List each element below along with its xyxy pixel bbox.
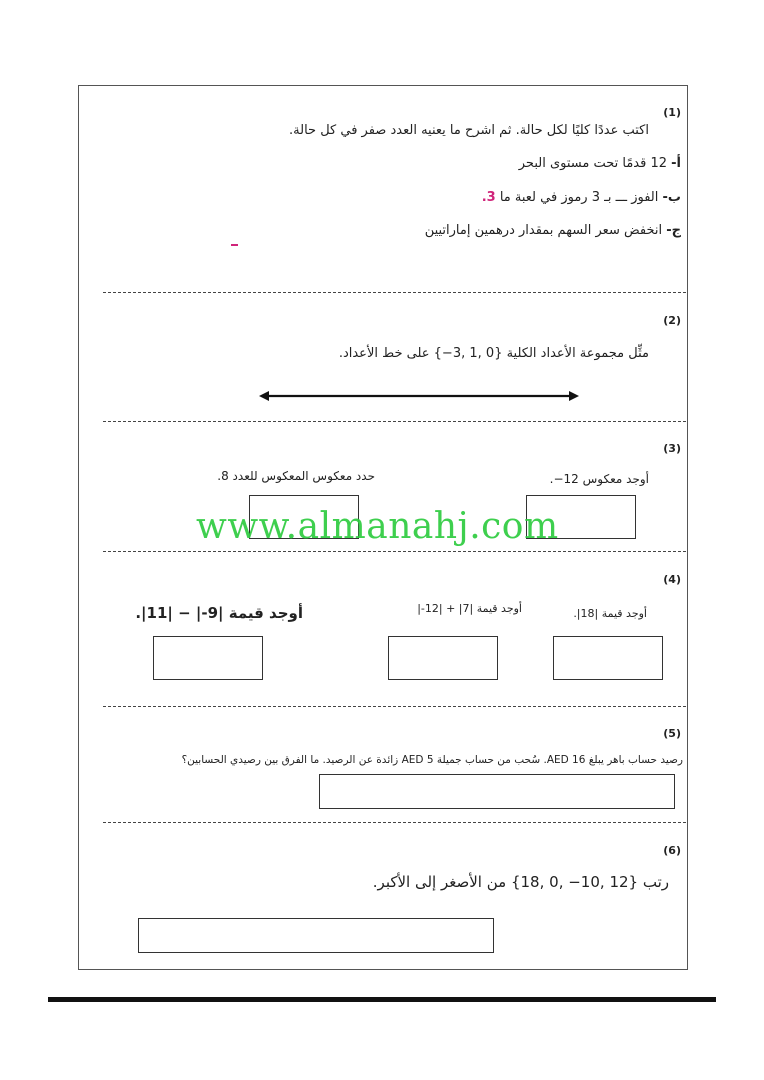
question-1b-text: الفوز ـــ بـ 3 رموز في لعبة ما [499, 190, 659, 205]
section-divider [103, 706, 686, 707]
question-1a [519, 156, 681, 171]
question-5-number: (5) [663, 727, 681, 740]
question-1c-label: ج- [666, 223, 681, 238]
number-line [259, 386, 579, 406]
section-divider [103, 822, 686, 823]
question-4-left-prompt: أوجد قيمة |9-| − |11|. [135, 604, 303, 622]
question-1c-text: انخفض سعر السهم بمقدار درهمين إماراتيين [424, 223, 663, 238]
question-2-number: (2) [663, 314, 681, 327]
question-3-left-prompt: حدد معكوس المعكوس للعدد 8. [217, 469, 375, 483]
question-1a-label: أ- [671, 156, 681, 171]
question-3-right-prompt: أوجد معكوس 12−. [549, 472, 649, 486]
section-divider [103, 551, 686, 552]
question-1b-label: ب- [662, 190, 681, 205]
question-5-prompt: رصيد حساب باهر يبلغ AED 16. سُحب من حساب جميلة AED 5 زائدة عن الرصيد. ما الفرق بين رصيدي الحسابين؟ [181, 754, 683, 766]
answer-box[interactable] [138, 918, 494, 953]
question-1b [482, 190, 681, 205]
question-3-number: (3) [663, 442, 681, 455]
section-divider [103, 292, 686, 293]
answer-box[interactable] [319, 774, 675, 809]
question-1c [425, 223, 681, 238]
pink-dash-mark [231, 244, 238, 246]
question-1a-text: 12 قدمًا تحت مستوى البحر [518, 156, 667, 171]
question-2-prompt: مثِّل مجموعة الأعداد الكلية {0 ,1 ,3−} على خط الأعداد. [338, 346, 649, 361]
footer-bar [48, 997, 716, 1002]
question-4-number: (4) [663, 573, 681, 586]
answer-box[interactable] [153, 636, 263, 680]
answer-box[interactable] [553, 636, 663, 680]
question-6-number: (6) [663, 844, 681, 857]
site-watermark: www.almanahj.com [196, 506, 559, 547]
answer-box[interactable] [388, 636, 498, 680]
question-1-prompt: اكتب عددًا كليًا لكل حالة. ثم اشرح ما يعنيه العدد صفر في كل حالة. [289, 123, 649, 138]
question-6-prompt: رتب {12 ,10− ,0 ,18} من الأصغر إلى الأكبر. [372, 873, 669, 891]
question-1b-mark: 3. [481, 190, 496, 205]
question-4-mid-prompt: أوجد قيمة |7| + |12-| [417, 602, 522, 615]
question-4-right-prompt: أوجد قيمة |18|. [573, 607, 647, 620]
question-1-number: (1) [663, 106, 681, 119]
section-divider [103, 421, 686, 422]
